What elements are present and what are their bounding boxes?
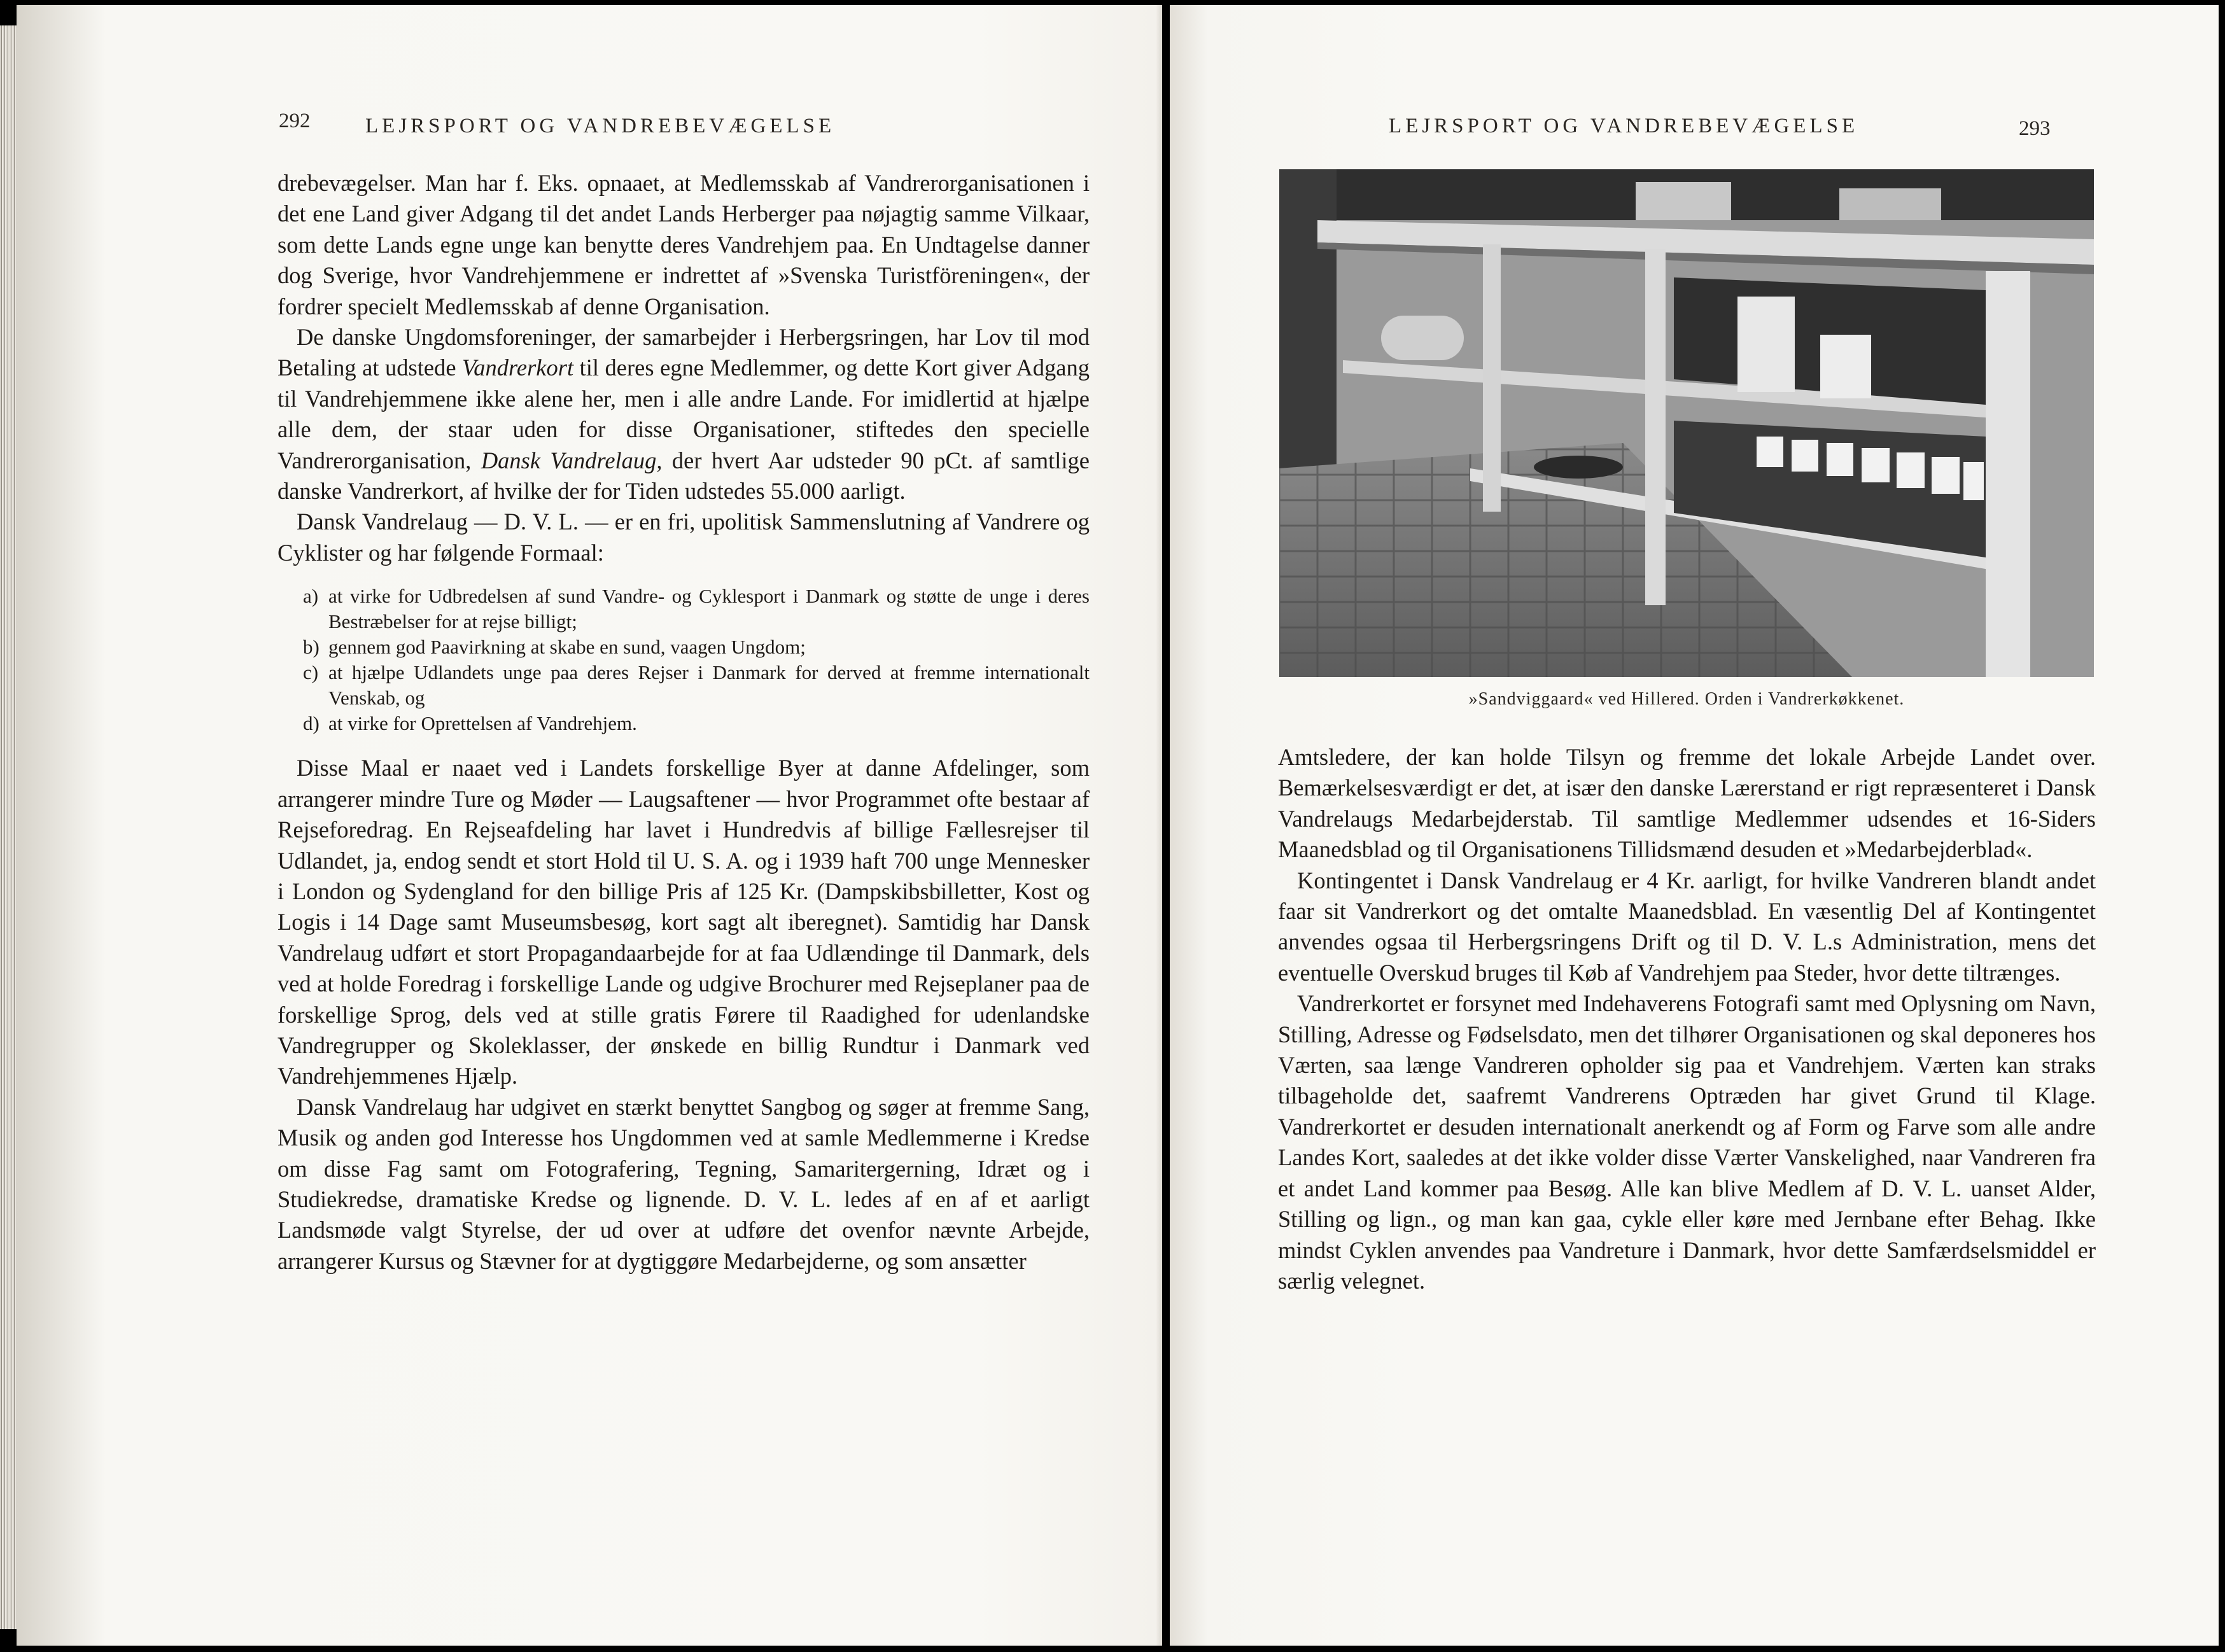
paragraph: Dansk Vandrelaug har udgivet en stærkt benyttet Sangbog og søger at fremme Sang, Musik og anden god Interesse hos Ungdommen ved at samle Medlemmerne i Kredse om disse Fag samt om Fotografering, Tegning, Samaritergerning, Idræt og i Studiekredse, dramatiske Kredse og lignende. D. V. L. ledes af en af et aarligt Landsmøde valgt Styrelse, der ud over at udføre det ovenfor nævnte Arbejde, arrangerer Kursus og Stævner for at dygtiggøre Medarbejderne, og som ansætter	[277, 1093, 1090, 1274]
emphasis: Dansk Vandrelaug,	[481, 447, 663, 473]
right-page	[1170, 5, 2219, 1646]
page-number: 292	[279, 109, 311, 132]
paragraph: Vandrerkortet er forsynet med Indehaverens Fotografi samt med Oplysning om Navn, Stilling, Adresse og Fødselsdato, men det tilhører Organisationen og skal deponeres hos Værten, saa længe Vandreren opholder sig paa et Vandrehjem. Værten kan straks tilbageholde det, saafremt Vandrerens Optræden har givet Grund til Klage. Vandrerkortet er desuden internationalt anerkendt og af Form og Farve som alle andre Landes Kort, saaledes at det ikke volder disse Værter Vanskelighed, naar Vandreren fra et andet Land kommer paa Besøg. Alle kan blive Medlem af D. V. L. uanset Alder, Stilling og lign., og man kan gaa, cykle eller køre med Jernbane efter Behag. Ikke mindst Cyklen anvendes paa Vandreture i Danmark, hvor dette Samfærdselsmiddel er særlig velegnet.	[1278, 990, 2096, 1294]
list-item: d) at virke for Oprettelsen af Vandrehjem.	[303, 712, 637, 735]
photo-caption: »Sandviggaard« ved Hillered. Orden i Vandrerkøkkenet.	[1468, 689, 1905, 709]
list-item: a) at virke for Udbredelsen af sund Vandre- og Cyklesport i Danmark og støtte de unge i deres Bestræbelser for at rejse billigt;	[303, 585, 1090, 633]
aims-list	[303, 584, 1090, 736]
paragraph: Dansk Vandrelaug — D. V. L. — er en fri, upolitisk Sammenslutning af Vandrere og Cyklister og har følgende Formaal:	[277, 508, 1090, 566]
list-item: b) gennem god Paavirkning at skabe en sund, vaagen Ungdom;	[303, 636, 806, 659]
paragraph: De danske Ungdomsforeninger, der samarbejder i Herbergsringen, har Lov til mod Betaling at udstede Vandrerkort til deres egne Medlemmer, og dette Kort giver Adgang til Vandrehjemmene ikke alene her, men i alle andre Lande. For imidlertid at hjælpe alle dem, der staar uden for disse Organisationer, stiftedes den specielle Vandrerorganisation, Dansk Vandrelaug, der hvert Aar udsteder 90 pCt. af samtlige danske Vandrerkort, af hvilke der for Tiden udstedes 55.000 aarligt.	[277, 324, 1090, 505]
page-stack-edge	[0, 25, 17, 1629]
emphasis: Vandrerkort	[462, 354, 574, 381]
running-head: LEJRSPORT OG VANDREBEVÆGELSE	[365, 115, 836, 137]
paragraph: Amtsledere, der kan holde Tilsyn og fremme det lokale Arbejde Landet over. Bemærkelsesværdigt er det, at især den danske Lærerstand er rigt repræsenteret i Dansk Vandrelaugs Medarbejderstab. Til samtlige Medlemmer udsendes et 16-Siders Maanedsblad og til Organisationens Tillidsmænd desuden et »Medarbejderblad«.	[1278, 744, 2096, 863]
right-text-block	[1278, 742, 2096, 1296]
left-page	[17, 5, 1162, 1646]
paragraph: Disse Maal er naaet ved i Landets forskellige Byer at danne Afdelinger, som arrangerer mindre Ture og Møder — Laugsaftener — hvor Programmet ofte bestaar af Rejseforedrag. En Rejseafdeling har lavet i Hundredvis af billige Fællesrejser til Udlandet, ja, endog sendt et stort Hold til U. S. A. og i 1939 haft 700 unge Mennesker i London og Sydengland for den billige Pris af 125 Kr. (Dampskibsbilletter, Kost og Logis i 14 Dage samt Museumsbesøg, kort sagt alt iberegnet). Samtidig har Dansk Vandrelaug udført et stort Propagandaarbejde for at faa Udlændinge til Danmark, dels ved at holde Foredrag i forskellige Lande og udgive Brochurer med Rejseplaner paa de forskellige Sprog, dels ved at stille gratis Førere til Raadighed for udenlandske Vandregrupper og Skoleklasser, der ønskede en billig Rundtur i Danmark ved Vandrehjemmenes Hjælp.	[277, 755, 1090, 1089]
paragraph: drebevægelser. Man har f. Eks. opnaaet, at Medlemsskab af Vandrerorganisationen i det ene Land giver Adgang til det andet Lands Herberger paa nøjagtig samme Vilkaar, som dette Lands egne unge kan benytte deres Vandrehjem paa. En Undtagelse danner dog Sverige, hvor Vandrehjemmene er indrettet af »Svenska Turistföreningen«, der fordrer specielt Medlemsskab af denne Organisation.	[277, 170, 1090, 319]
running-head: LEJRSPORT OG VANDREBEVÆGELSE	[1389, 115, 1859, 137]
left-text-block	[277, 168, 1090, 1277]
paragraph: Kontingentet i Dansk Vandrelaug er 4 Kr. aarligt, for hvilke Vandreren blandt andet faar sit Vandrerkort og det omtalte Maanedsblad. En væsentlig Del af Kontingentet anvendes ogsaa til Herbergsringens Drift og til D. V. L.s Administration, mens det eventuelle Overskud bruges til Køb af Vandrehjem paa Steder, hvor dette tiltrænges.	[1278, 867, 2096, 986]
list-item: c) at hjælpe Udlandets unge paa deres Rejser i Danmark for derved at fremme internationalt Venskab, og	[303, 661, 1090, 710]
page-number: 293	[2019, 117, 2051, 140]
kitchen-photograph	[1279, 169, 2094, 677]
